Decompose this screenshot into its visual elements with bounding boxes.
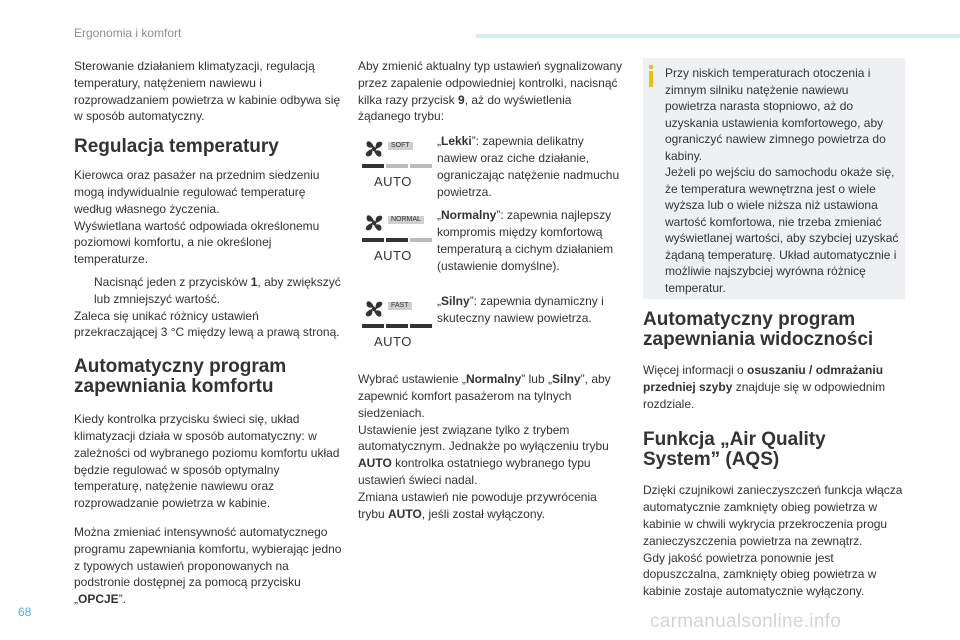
temperature-paragraph-2: Wyświetlana wartość odpowiada określonemu poziomowi komfortu, a nie określonej temperaturze. — [74, 218, 320, 267]
mode-soft-label: SOFT — [388, 142, 413, 150]
mode-normal-name: Normalny — [441, 208, 497, 223]
mode-note-reset: Zmiana ustawień nie powoduje przywrócenia trybu AUTO, jeśli został wyłączony. — [358, 489, 597, 521]
mode-fast-desc: ”: zapewnia dynamiczny i skuteczny nawiew powietrza. — [437, 294, 604, 325]
info-icon — [649, 65, 653, 89]
info-box — [643, 58, 905, 299]
mode-normal-desc: ”: zapewnia najlepszy kompromis między komfortową temperaturą a cichym działaniem (ustawienie domyślne). — [437, 208, 614, 273]
aqs-paragraph: Dzięki czujnikowi zanieczyszczeń funkcja włącza automatycznie zamknięty obieg powietrza w kabinie w chwili wykrycia przekroczenia progu zanieczyszczenia powietrza na zewnątrz. — [643, 483, 903, 548]
mode-normal-description: „Normalny”: zapewnia najlepszy kompromis między komfortową temperaturą a cichym działaniem (ustawienie domyślne). — [437, 208, 614, 273]
auto-paragraph-1: Kiedy kontrolka przycisku świeci się, układ klimatyzacji działa w sposób automatyczny: w zależności od wybranego poziomu komfortu układ będzie regulować w sposób optymalny temperaturę, natężenie nawiewu oraz rozprowadzanie powietrza w kabinie. — [74, 412, 340, 511]
watermark: carmanualsonline.info — [650, 611, 842, 632]
heading-auto-comfort: Automatyczny program zapewniania komfortu — [74, 356, 287, 398]
mode-normal-label: NORMAL — [388, 216, 424, 224]
mode-fast-auto-label: AUTO — [374, 334, 412, 350]
mode-soft-bars — [362, 164, 432, 168]
visibility-paragraph: Więcej informacji o osuszaniu / odmrażaniu przedniej szyby znajduje się w odpowiednim rozdziale. — [643, 363, 886, 411]
mode-intro-post: , aż do wyświetlenia żądanego trybu: — [358, 92, 572, 124]
mode-intro — [358, 58, 624, 125]
mode-fast-ref: Silny — [551, 372, 581, 387]
auto-paragraph-2-post: ”. — [118, 592, 127, 607]
mode-fast-label: FAST — [388, 302, 412, 310]
fan-icon — [362, 137, 390, 161]
section-title: Ergonomia i komfort — [74, 26, 182, 40]
mode-fast-name: Silny — [441, 294, 470, 309]
mode-normal-indicator — [358, 205, 434, 277]
auto-ref: AUTO — [358, 456, 392, 471]
aqs-paragraph-2: Gdy jakość powietrza ponownie jest dopuszczalna, zamknięty obieg powietrza w kabinie zostaje automatycznie wyłączony. — [643, 550, 877, 599]
mode-normal-auto-label: AUTO — [374, 248, 412, 264]
mode-soft — [358, 131, 624, 205]
mode-fast-indicator — [358, 291, 434, 363]
mode-normal — [358, 205, 624, 279]
heading-visibility: Automatyczny program zapewniania widoczności — [643, 309, 874, 350]
options-button-label: OPCJE — [78, 592, 119, 607]
temperature-paragraph-3: Zaleca się unikać różnicy ustawień przekraczającej 3 °C między lewą a prawą stroną. — [74, 308, 340, 340]
mode-fast-description: „Silny”: zapewnia dynamiczny i skuteczny nawiew powietrza. — [437, 294, 604, 325]
mode-normal-bars — [362, 238, 432, 242]
mode-recommendation: Wybrać ustawienie „Normalny” lub „Silny”, aby zapewnić komfort pasażerom na tylnych siedzeniach. — [358, 372, 611, 420]
column-left — [74, 58, 342, 608]
bullet-button-number: 1 — [250, 274, 258, 289]
temperature-paragraph-1: Kierowca oraz pasażer na przednim siedzeniu mogą indywidualnie regulować temperaturę według własnego życzenia. — [74, 168, 320, 216]
info-text — [665, 65, 899, 296]
mode-soft-description: „Lekki”: zapewnia delikatny nawiew oraz ciche działanie, ograniczając natężenie nadmuchu powietrza. — [437, 134, 620, 199]
auto-ref-2: AUTO — [388, 506, 422, 521]
mode-fast-bars — [362, 324, 432, 328]
mode-soft-desc: ”: zapewnia delikatny nawiew oraz ciche działanie, ograniczając natężenie nadmuchu powietrza. — [437, 134, 620, 199]
mode-fast — [358, 291, 624, 365]
column-middle — [358, 58, 624, 522]
fan-icon — [362, 211, 390, 235]
heading-temperature: Regulacja temperatury — [74, 136, 279, 158]
bullet-text-pre: Nacisnąć jeden z przycisków — [94, 274, 251, 289]
mode-button-number: 9 — [458, 92, 465, 107]
heading-aqs: Funkcja „Air Quality System” (AQS) — [643, 429, 826, 471]
auto-paragraph-2 — [74, 524, 342, 608]
mode-soft-name: Lekki — [441, 134, 472, 149]
column-right — [643, 310, 905, 600]
info-paragraph-2: Jeżeli po wejściu do samochodu okaże się, że temperatura wewnętrzna jest o wiele wyższa lub o wiele niższa niż ustawiona wartość komfortowa, nie trzeba zmieniać wyświetlanej wartości, aby szybciej uzyskać żądaną temperaturę. Układ automatycznie i możliwie najszybciej wyrówna różnicę temperatur. — [665, 165, 899, 295]
info-paragraph-1: Przy niskich temperaturach otoczenia i zimnym silniku natężenie nawiewu powietrza narasta stopniowo, aż do uzyskania ustawienia komfortowego, aby ograniczyć nawiew zimnego powietrza do kabiny. — [665, 66, 886, 163]
instruction-bullet — [74, 274, 342, 308]
auto-paragraph-2-pre: Można zmieniać intensywność automatycznego programu zapewniania komfortu, wybierając jedno z typowych ustawień proponowanych na podstronie dostępnej za pomocą przycisku „ — [74, 524, 342, 607]
intro-paragraph: Sterowanie działaniem klimatyzacji, regulacją temperatury, natężeniem nawiewu i rozprowadzaniem powietrza w kabinie odbywa się w sposób automatyczny. — [74, 59, 341, 124]
page-number: 68 — [18, 605, 32, 619]
mode-note-auto: Ustawienie jest związane tylko z trybem automatycznym. Jednakże po wyłączeniu trybu AUTO kontrolka ostatniego wybranego typu ustawień świeci nadal. — [358, 422, 609, 487]
mode-intro-pre: Aby zmienić aktualny typ ustawień sygnalizowany przez zapalenie odpowiedniej kontrolki, nacisnąć kilka razy przycisk — [358, 59, 623, 107]
mode-soft-auto-label: AUTO — [374, 174, 412, 190]
header-accent-bar — [476, 34, 960, 38]
fan-icon — [362, 297, 390, 321]
bullet-text-post: , aby zwiększyć lub zmniejszyć wartość. — [94, 274, 341, 306]
mode-normal-ref: Normalny — [465, 372, 522, 387]
defrost-ref: osuszaniu / odmrażaniu przedniej szyby — [643, 363, 884, 394]
mode-soft-indicator — [358, 131, 434, 203]
